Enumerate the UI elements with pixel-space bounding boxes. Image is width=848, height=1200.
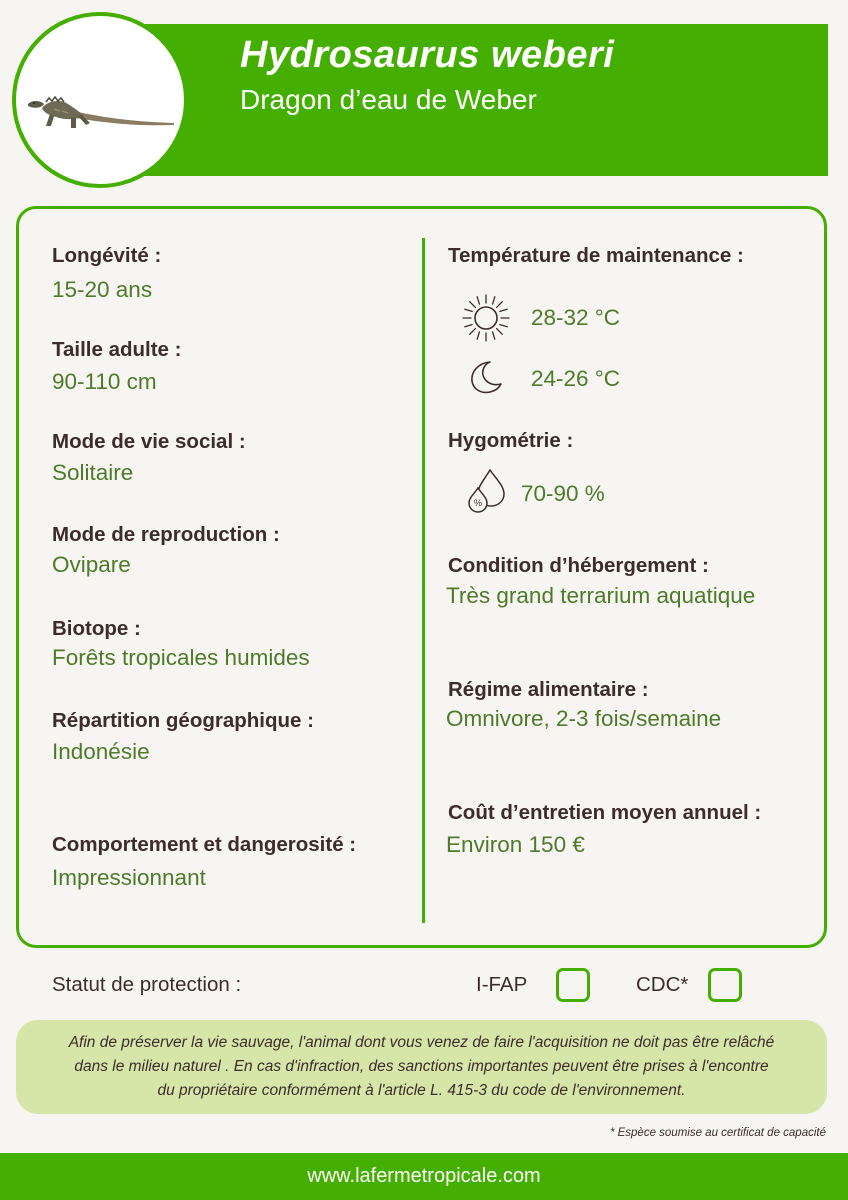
temperature-label: Température de maintenance :: [448, 244, 744, 267]
svg-text:%: %: [473, 498, 483, 508]
cdc-checkbox[interactable]: [708, 968, 742, 1002]
distribution-value: Indonésie: [52, 739, 150, 764]
cost-value: Environ 150 €: [446, 832, 585, 857]
biotope-label: Biotope :: [52, 617, 141, 640]
housing-value: Très grand terrarium aquatique: [446, 583, 756, 608]
reproduction-label: Mode de reproduction :: [52, 523, 280, 546]
temp-night-value: 24-26 °C: [531, 366, 621, 391]
diet-label: Régime alimentaire :: [448, 678, 649, 701]
ifap-label: I-FAP: [476, 973, 528, 996]
diet-value: Omnivore, 2-3 fois/semaine: [446, 706, 722, 731]
humidity-drop-icon: [462, 466, 510, 516]
header-photo-circle: [12, 12, 188, 188]
temp-day-value: 28-32 °C: [531, 305, 621, 330]
housing-label: Condition d’hébergement :: [448, 554, 709, 577]
common-name: Dragon d’eau de Weber: [240, 84, 537, 115]
footnote: * Espèce soumise au certificat de capacité: [609, 1127, 826, 1139]
column-divider: [422, 238, 425, 923]
lizard-photo: [16, 16, 188, 188]
moon-icon: [466, 357, 506, 397]
sun-icon: [460, 292, 512, 344]
longevity-value: 15-20 ans: [52, 277, 153, 302]
longevity-label: Longévité :: [52, 244, 162, 267]
species-name: Hydrosaurus weberi: [240, 34, 615, 76]
reproduction-value: Ovipare: [52, 552, 131, 577]
cost-label: Coût d’entretien moyen annuel :: [448, 801, 762, 824]
humidity-value: 70-90 %: [521, 481, 605, 506]
release-notice: [16, 1020, 827, 1114]
humidity-label: Hygométrie :: [448, 429, 574, 452]
size-value: 90-110 cm: [52, 369, 157, 394]
footer: [0, 1153, 848, 1200]
social-value: Solitaire: [52, 460, 134, 485]
notice-text: Afin de préserver la vie sauvage, l'animal dont vous venez de faire l'acquisition ne doit pas être relâché dans le milieu naturel . En cas d'infraction, des sanctions importantes peuvent être prises à l'encontre du propriétaire conformément à l'article L. 415-3 du code de l'environnement.: [68, 1034, 775, 1099]
social-label: Mode de vie social :: [52, 430, 246, 453]
distribution-label: Répartition géographique :: [52, 709, 314, 732]
website-link[interactable]: www.lafermetropicale.com: [307, 1165, 541, 1187]
behavior-label: Comportement et dangerosité :: [52, 833, 357, 856]
biotope-value: Forêts tropicales humides: [52, 645, 310, 670]
ifap-checkbox[interactable]: [556, 968, 590, 1002]
size-label: Taille adulte :: [52, 338, 182, 361]
behavior-value: Impressionnant: [52, 865, 206, 890]
cdc-label: CDC*: [636, 973, 689, 996]
protection-label: Statut de protection :: [52, 973, 242, 996]
